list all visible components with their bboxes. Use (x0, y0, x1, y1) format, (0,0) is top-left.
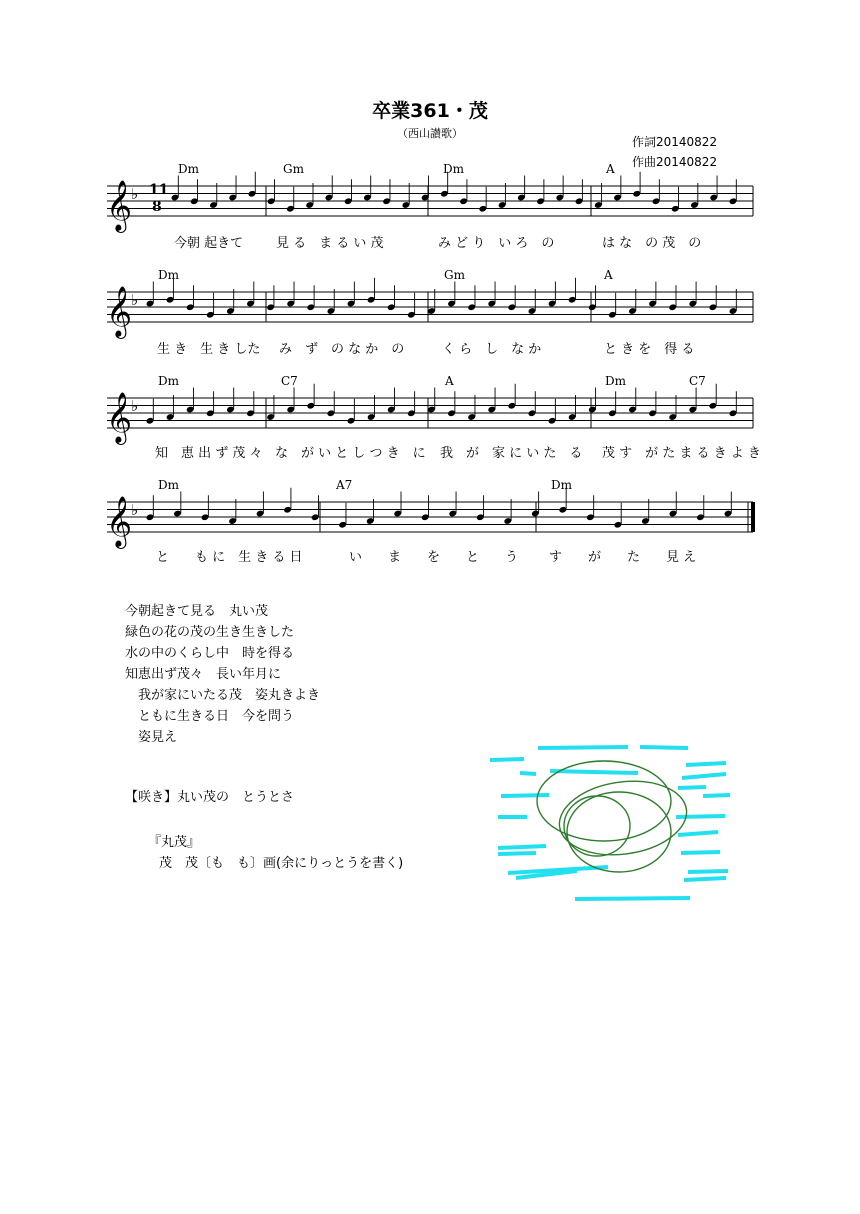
flat-sign-icon: ♭ (131, 291, 139, 309)
lyric-syllables: み ず の な か の (279, 342, 405, 357)
chord-symbol: Dm (158, 478, 179, 492)
lyric-syllables: は な の 茂 の (602, 236, 702, 251)
lyrics-text-line: 我が家にいたる茂 姿丸きよき (125, 688, 321, 703)
lyric-syllables: 茂 す が た ま る き よ き (602, 446, 761, 461)
chord-symbol: Dm (443, 162, 464, 176)
cyan-stroke (681, 852, 720, 853)
treble-clef-icon: 𝄞 (106, 392, 133, 443)
chord-symbol: Gm (283, 162, 304, 176)
cyan-stroke (682, 774, 726, 778)
song-title: 卒業361・茂 (372, 100, 488, 122)
chord-symbol: A (604, 268, 613, 282)
cyan-stroke (686, 763, 726, 765)
chord-symbol: A (445, 374, 454, 388)
cyan-stroke (538, 747, 628, 748)
lyric-syllables: く ら し な か (442, 342, 542, 357)
score-text-layer (0, 0, 860, 580)
lyric-syllables: 見 る ま る い 茂 (276, 236, 384, 251)
song-subtitle: （西山讃歌） (397, 127, 463, 140)
chord-symbol: Dm (158, 374, 179, 388)
cyan-stroke (501, 795, 549, 796)
green-ellipse (564, 796, 630, 856)
composer-credit: 作曲20140822 (632, 155, 718, 169)
treble-clef-icon: 𝄞 (106, 180, 133, 231)
time-signature-top: 11 (149, 182, 169, 198)
cyan-stroke (688, 871, 728, 872)
cyan-strokes (490, 747, 730, 899)
chord-symbol: C7 (689, 374, 706, 388)
treble-clef-icon: 𝄞 (106, 496, 133, 547)
lyrics-text-line: ともに生きる日 今を問う (125, 709, 295, 724)
cyan-stroke (498, 853, 536, 854)
cyan-stroke (490, 759, 524, 760)
lyric-syllables: な が い と し つ き に (275, 446, 426, 461)
chord-symbol: A7 (336, 478, 353, 492)
chord-symbol: Dm (178, 162, 199, 176)
lyric-syllables: と も に 生 き る 日 (156, 550, 303, 565)
cyan-stroke (640, 747, 688, 748)
decorative-drawing (488, 738, 748, 906)
cyan-stroke (684, 878, 726, 880)
cyan-stroke (676, 816, 725, 817)
flat-sign-icon: ♭ (131, 397, 139, 415)
cyan-stroke (703, 795, 730, 796)
cyan-stroke (550, 771, 638, 773)
lyrics-text-line: 水の中のくらし中 時を得る (125, 646, 295, 661)
note-line: 【咲き】丸い茂の とうとさ (125, 790, 295, 805)
cyan-stroke (498, 846, 546, 848)
treble-clef-icon: 𝄞 (106, 286, 133, 337)
lyric-syllables: 今朝 起きて (174, 236, 244, 251)
cyan-stroke (575, 898, 690, 899)
lyric-syllables: 我 が 家 に い た る (440, 446, 583, 461)
cyan-stroke (520, 773, 536, 774)
lyric-syllables: 生 き 生 き した (157, 342, 261, 357)
lyrics-text-line: 知恵出ず茂々 長い年月に (125, 667, 282, 682)
chord-symbol: C7 (281, 374, 298, 388)
lyric-syllables: み ど り い ろ の (438, 236, 555, 251)
lyrics-text-line: 緑色の花の茂の生き生きした (125, 625, 295, 640)
cyan-stroke (678, 832, 718, 835)
lyrics-text-line: 今朝起きて見る 丸い茂 (125, 604, 269, 619)
flat-sign-icon: ♭ (131, 185, 139, 203)
cyan-stroke (678, 787, 706, 788)
chord-symbol: Dm (158, 268, 179, 282)
chord-symbol: Dm (551, 478, 572, 492)
chord-symbol: Gm (444, 268, 465, 282)
lyrics-text-block (125, 601, 320, 748)
chord-symbol: Dm (605, 374, 626, 388)
lyricist-credit: 作詞20140822 (632, 135, 718, 149)
lyric-syllables: 知 恵 出 ず 茂 々 (155, 446, 263, 461)
lyrics-text-line: 姿見え (125, 730, 178, 745)
maru-description: 茂 茂〔も も〕画(余にりっとうを書く) (159, 856, 404, 871)
green-ellipses (537, 761, 691, 872)
chord-symbol: A (606, 162, 615, 176)
lyric-syllables: い ま を と う (349, 550, 519, 565)
flat-sign-icon: ♭ (131, 501, 139, 519)
lyric-syllables: と き を 得 る (604, 342, 695, 357)
maru-title: 『丸茂』 (148, 835, 201, 850)
lyric-syllables: す が た 見 え (549, 550, 697, 565)
time-signature-bottom: 8 (152, 199, 162, 215)
